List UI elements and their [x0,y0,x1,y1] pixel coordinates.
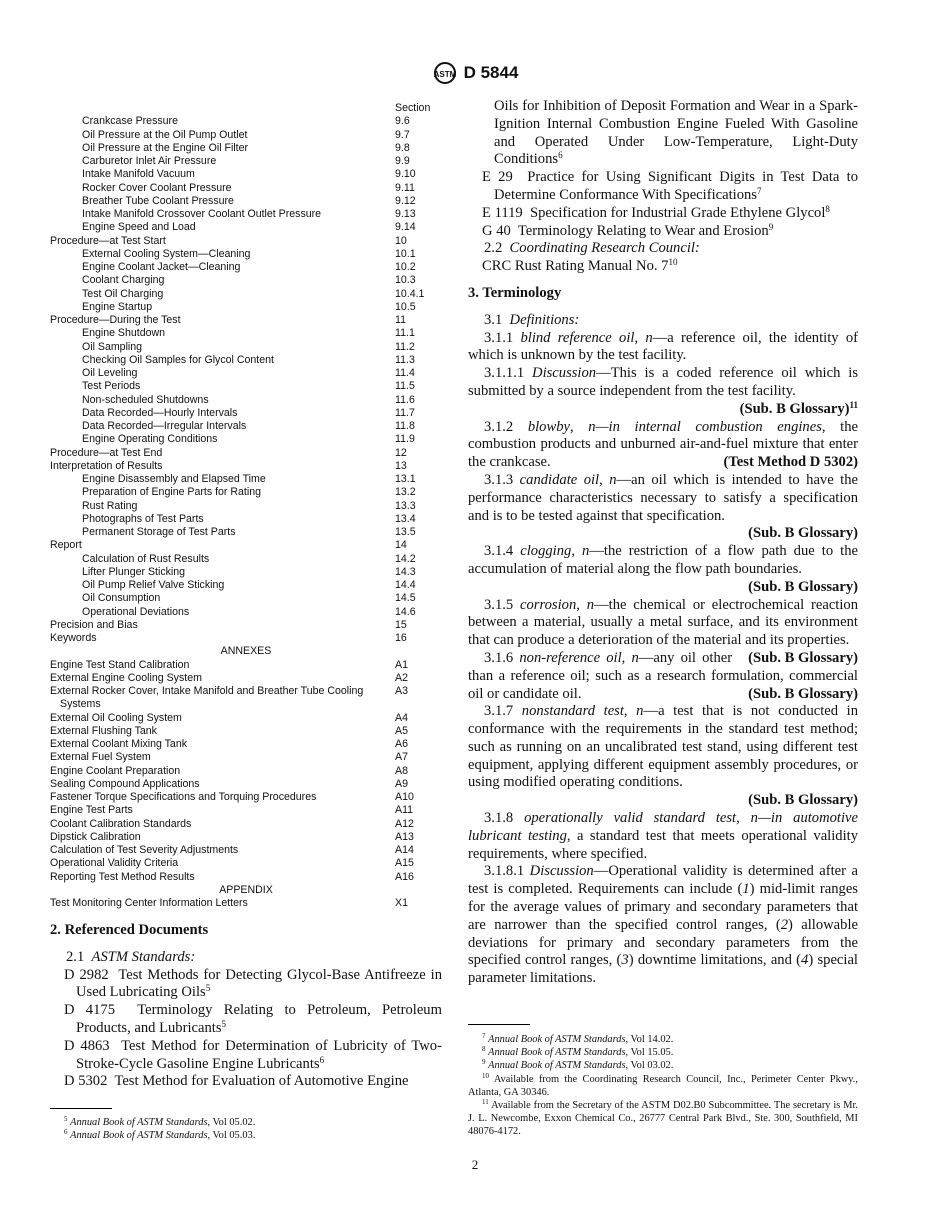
toc-entry [50,566,442,579]
ref-title: Test Method for Evaluation of Automotive Engine [114,1073,409,1090]
toc-entry-title: Rocker Cover Coolant Pressure [82,181,232,194]
ref-footnote-mark: 8 [825,203,830,214]
toc-entry [50,129,442,142]
toc-entry [50,698,442,711]
toc-entry-section: 11.6 [395,393,415,406]
def-non-reference-oil: 3.1.6 non-reference oil, n—any oil other than a reference oil; such as a research formulation, commercial oil or candidate oil. (Sub. B Glossary) [468,649,858,702]
toc-entry-section: 16 [395,632,407,644]
toc-entry-section: X1 [395,897,408,909]
toc-entry [50,500,442,513]
referenced-document [468,223,858,241]
toc-entry-title: Sealing Compound Applications [50,777,200,790]
footnotes-right [468,1033,858,1139]
logo-text: ASTM [433,70,456,79]
ref-d5302-continued: Oils for Inhibition of Deposit Formation and Wear in a Spark-Ignition Internal Combustion Engine Fueled With Gasoline and Operated Under Low-Temperature, Light-Duty Conditions$^6$ [494,98,858,168]
def-nonstandard-test: 3.1.7 nonstandard test, n—a test that is not conducted in conformance with the requirements in the standard test method; such as running on an uncalibrated test stand, using different test equipment, applying different equipment assembly procedures, or using modified operating conditions. [468,703,858,791]
toc-entry-section: 11.3 [395,353,415,366]
document-number: D 5844 [463,63,519,82]
toc-entry-section: A16 [395,870,414,883]
referenced-document [50,967,442,1003]
toc-entry-title: Engine Operating Conditions [82,433,218,446]
toc-entry [50,844,442,857]
toc-entry-title: Engine Speed and Load [82,221,196,234]
source-sub-b-glossary: (Sub. B Glossary)$^{11}$ [739,399,858,417]
toc-entry-section: 13.3 [395,499,416,512]
toc-entry-title: Preparation of Engine Parts for Rating [82,486,262,499]
toc-entry-title: External Rocker Cover, Intake Manifold and Breather Tube Cooling [50,685,364,697]
toc-entry [50,288,442,301]
footnote: $^6$ Annual Book of ASTM Standards, Vol 05.03. [64,1128,256,1142]
toc-entry [50,791,442,804]
ref-code: D 5302 [64,1073,108,1090]
toc-entry-section: 9.11 [395,181,415,194]
toc-entry-title: Engine Shutdown [82,327,166,340]
toc-entry [50,685,442,698]
toc-entry-section: A2 [395,671,408,684]
toc-entry-section: 13.1 [395,473,416,485]
toc-entry-title: Engine Startup [82,300,153,313]
toc-entry [50,327,442,340]
toc-entry-section: 11.7 [395,406,415,419]
toc-entry-section: 14.3 [395,565,416,578]
toc-entry [50,221,442,234]
toc-entry [50,115,442,128]
toc-entry-section: 9.7 [395,128,410,141]
toc-entry-section: A4 [395,711,408,724]
toc-entry [50,380,442,393]
toc-entry-section: A3 [395,685,408,697]
toc-entry [50,778,442,791]
referenced-document [50,1073,442,1091]
toc-entry-title: Systems [60,698,101,711]
toc-entry [50,235,442,248]
toc-entry [50,897,442,910]
ref-code: E 29 [482,169,513,186]
toc-entry-title: Oil Pressure at the Engine Oil Filter [82,141,249,154]
toc-entry [50,407,442,420]
toc-group-heading [50,645,442,658]
toc-entry-title: Engine Test Parts [50,804,133,817]
toc-entry [50,579,442,592]
toc-entry [50,314,442,327]
toc-entry-title: Reporting Test Method Results [50,870,195,883]
toc-entry-title: Operational Deviations [82,605,190,618]
page-number: 2 [471,1157,479,1172]
toc-entry-section: 9.12 [395,194,416,207]
ref-title: Test Methods for Detecting Glycol-Base Antifreeze in Used Lubricating Oils [76,966,442,1001]
footnote: $^7$ Annual Book of ASTM Standards, Vol 14.02. [482,1032,674,1045]
toc-entry [50,433,442,446]
toc-entry-title: Test Oil Charging [82,287,164,300]
toc-entry-title: Coolant Calibration Standards [50,817,192,830]
crc-item: CRC Rust Rating Manual No. $7^{10}$ [482,257,678,275]
right-column [468,98,858,988]
toc-entry [50,274,442,287]
referenced-document [468,169,858,205]
source-candidate-oil: (Sub. B Glossary) [748,525,858,542]
toc-entry-section: 11.1 [395,327,415,340]
toc-entry-section: 9.6 [395,115,410,128]
toc-entry-section: A7 [395,751,408,764]
toc-entry-title: Engine Disassembly and Elapsed Time [82,473,266,485]
footnotes-left [50,1116,442,1142]
toc-entry-section: 9.8 [395,141,410,154]
def-blowby: 3.1.2 blowby, n—in internal combustion engines, the combustion products and unburned air-and-fuel mixture that enter the crankcase. (Test Method D 5302) [468,418,858,471]
toc-entry-section: 10.4.1 [395,287,425,300]
toc-entry-title: Procedure—During the Test [50,314,181,326]
toc-entry [50,367,442,380]
toc-entry-title: Keywords [50,632,97,644]
section-2-heading: 2. Referenced Documents [50,922,209,938]
source-nonstandard-test: (Sub. B Glossary) [748,792,858,809]
toc-entry-section: 11.8 [395,420,415,432]
toc-entry-section: 11.9 [395,433,415,446]
footnote: $^8$ Annual Book of ASTM Standards, Vol 15.05. [482,1045,674,1059]
toc-entry [50,857,442,870]
toc-entry [50,539,442,552]
toc-entry-section: A12 [395,817,414,830]
toc-entry-section: 11 [395,314,406,326]
toc-entry-section: A9 [395,777,408,790]
toc-section-header [50,102,442,115]
toc-entry-title: Precision and Bias [50,618,138,631]
source-clogging: (Sub. B Glossary) [748,578,858,595]
footnote: $^5$ Annual Book of ASTM Standards, Vol 05.02. [64,1115,256,1128]
toc-entry [50,725,442,738]
referenced-document [50,1002,442,1038]
toc-entry-title: Oil Sampling [82,340,143,353]
page-header [0,62,950,84]
toc-entry-section: 10.5 [395,300,416,313]
toc-entry-section: 10 [395,234,407,247]
ref-title: Terminology Relating to Wear and Erosion [517,222,769,239]
toc-entry [50,447,442,460]
toc-entry [50,751,442,764]
ref-title: Test Method for Determination of Lubricity of Two-Stroke-Cycle Gasoline Engine Lubricants [76,1037,442,1072]
toc-entry [50,460,442,473]
toc-entry-title: Report [50,539,82,552]
toc-entry [50,659,442,672]
toc-entry [50,341,442,354]
toc-entry-title: Photographs of Test Parts [82,512,204,525]
ref-title: Terminology Relating to Petroleum, Petroleum Products, and Lubricants [76,1002,442,1036]
ref-code: D 4863 [64,1037,110,1054]
toc-entry-title: Rust Rating [82,499,138,512]
toc-entry [50,195,442,208]
toc-entry-section: 13.5 [395,526,416,538]
toc-entry [50,606,442,619]
section-3-heading: 3. Terminology [468,284,562,301]
toc-entry-section: A8 [395,764,408,777]
toc-entry [50,142,442,155]
toc-entry [50,804,442,817]
toc-entry-section: 13 [395,459,407,472]
ref-code: G 40 [482,222,511,239]
toc-entry-section: 13.4 [395,512,416,525]
toc-entry-title: Oil Leveling [82,367,138,379]
toc-entry-section: 9.14 [395,221,416,234]
toc-entry-section: 14.5 [395,592,416,605]
def-operationally-valid-standard-test: 3.1.8 operationally valid standard test, n—in automotive lubricant testing, a standard test that meets operational validity requirements, where specified. [468,810,858,862]
toc-entry-title: Interpretation of Results [50,459,163,472]
def-clogging: 3.1.4 clogging, n—the restriction of a flow path due to the accumulation of material along the flow path boundaries. [468,543,859,577]
toc-entry [50,486,442,499]
def-corrosion: 3.1.5 corrosion, n—the chemical or electrochemical reaction between a material, usually a metal surface, and its environment that can produce a deterioration of the material and its properties. (Sub. B Glossary) [468,596,859,666]
toc-entry-section: 10.3 [395,274,416,287]
toc-entry-section: 15 [395,618,407,631]
toc-entry-title: Calculation of Rust Results [82,552,210,565]
toc-entry-title: External Engine Cooling System [50,671,202,684]
def-candidate-oil: 3.1.3 candidate oil, n—an oil which is intended to have the performance characteristics necessary to satisfy a specification and is to be tested against that specification. [468,471,858,524]
toc-entry-section: 14 [395,539,407,552]
def-blind-reference-oil-discussion: 3.1.1.1 Discussion—This is a coded reference oil which is submitted by a source independent from the test facility. [468,365,858,399]
toc-entry [50,818,442,831]
toc-entry [50,831,442,844]
toc-entry-title: Engine Test Stand Calibration [50,658,190,671]
footnote-11: $^{11}$ Available from the Secretary of the ASTM D02.B0 Subcommittee. The secretary is Mr. J. L. Newcombe, Exxon Chemical Co., 26777 Central Park Blvd., Ste. 300, Southfield, MI 48076-4172. [468,1098,858,1138]
toc-entry [50,765,442,778]
toc-entry-section: A11 [395,804,414,817]
toc-entry-title: Engine Coolant Preparation [50,764,181,777]
toc-entry-section: A5 [395,724,408,737]
ref-footnote-mark: 7 [756,185,762,196]
toc-entry-title: Permanent Storage of Test Parts [82,526,236,538]
toc-entry-title: External Fuel System [50,751,151,764]
toc-entry-title: Coolant Charging [82,274,165,287]
toc-entry-title: Carburetor Inlet Air Pressure [82,155,217,167]
toc-entry-title: Test Periods [82,380,141,393]
toc-entry-section: 11.2 [395,340,415,353]
toc-entry-title: Dipstick Calibration [50,830,141,843]
toc-entry-title: Operational Validity Criteria [50,857,179,870]
toc-entry [50,420,442,433]
astm-standards-label: 2.1 ASTM Standards: [66,948,196,965]
def-blind-reference-oil: 3.1.1 blind reference oil, n—a reference oil, the identity of which is unknown by the test facility. [468,329,858,364]
toc-entry [50,394,442,407]
toc-entry-section: A15 [395,857,414,870]
toc-entry [50,208,442,221]
toc-group-heading [50,884,442,897]
ref-code: D 2982 [64,966,109,983]
toc-entry-title: Procedure—at Test Start [50,234,166,247]
toc-entry [50,354,442,367]
toc-entry-title: ANNEXES [220,645,272,658]
def-operational-validity-discussion: 3.1.8.1 Discussion—Operational validity is determined after a test is completed. Requirements can include (1) mid-limit ranges for the average values of primary and secondary parameters that are narrower than the specified control ranges, (2) allowable deviations for primary and secondary parameters from the specified control ranges, (3) downtime limitations, and (4) special parameter limitations. [468,863,858,987]
footnote-rule-left [50,1108,112,1109]
toc-entry [50,168,442,181]
toc-entry [50,619,442,632]
toc-entry-title: Checking Oil Samples for Glycol Content [82,353,274,366]
toc-entry-section: 14.6 [395,605,416,618]
toc-entry-section: 9.10 [395,168,416,181]
toc-entry [50,248,442,261]
footnote: $^9$ Annual Book of ASTM Standards, Vol 03.02. [482,1058,674,1072]
referenced-document [50,1038,442,1074]
toc-entry-title: Intake Manifold Vacuum [82,168,195,181]
toc-entry-title: Procedure—at Test End [50,446,163,459]
toc-entry-section: A13 [395,830,414,843]
referenced-documents-left [50,922,442,1091]
ref-footnote-mark: 5 [205,983,211,994]
toc-entry-title: Fastener Torque Specifications and Torquing Procedures [50,791,317,803]
toc-entry-section: 10.2 [395,261,416,273]
toc-entry [50,261,442,274]
ref-title: Practice for Using Significant Digits in Test Data to Determine Conformance With Specifications [494,169,858,203]
toc-entry [50,592,442,605]
toc-entry-title: Non-scheduled Shutdowns [82,393,209,406]
ref-footnote-mark: 9 [768,221,774,232]
astm-logo-icon [432,62,458,84]
toc-entry [50,473,442,486]
ref-code: D 4175 [64,1002,115,1019]
toc-entry [50,301,442,314]
toc-entry-section: 10.1 [395,247,416,260]
toc-entry-title: External Cooling System—Cleaning [82,247,251,260]
toc-entry-title: Oil Pump Relief Valve Sticking [82,579,225,591]
toc-entry-section: 11.4 [395,367,415,379]
toc-entry-title: Data Recorded—Hourly Intervals [82,406,238,419]
toc-entry [50,712,442,725]
toc-entry-section: 11.5 [395,380,415,393]
ref-code: E 1119 [482,204,523,221]
toc-entry-title: External Oil Cooling System [50,711,182,724]
toc-entry [50,672,442,685]
toc-entry-section: A14 [395,844,414,856]
toc-entry-section: A1 [395,658,408,671]
toc-entry-title: Intake Manifold Crossover Coolant Outlet Pressure [82,208,322,220]
toc-entry-title: Engine Coolant Jacket—Cleaning [82,261,241,273]
toc-entry [50,182,442,195]
definitions-label: 3.1 Definitions: [484,311,580,328]
toc-entry-title: Test Monitoring Center Information Letters [50,897,248,909]
toc-entry-title: Oil Pressure at the Oil Pump Outlet [82,128,248,141]
ref-title: Specification for Industrial Grade Ethylene Glycol [529,204,826,221]
toc-entry-section: 12 [395,446,407,459]
table-of-contents [50,102,442,910]
toc-entry [50,632,442,645]
toc-entry-title: External Flushing Tank [50,724,157,737]
footnote-rule-right [468,1024,530,1025]
toc-entry-section: 14.2 [395,552,416,565]
toc-entry [50,871,442,884]
toc-entry-section: 14.4 [395,579,416,591]
crc-label: 2.2 Coordinating Research Council: [484,240,700,257]
footnote-10: $^{10}$ Available from the Coordinating Research Council, Inc., Perimeter Center Pkwy., Atlanta, GA 30346. [468,1071,859,1098]
toc-entry-section: 13.2 [395,486,416,499]
toc-entry-title: Breather Tube Coolant Pressure [82,194,234,207]
toc-entry [50,738,442,751]
ref-footnote-mark: 6 [319,1054,325,1065]
ref-footnote-mark: 5 [221,1018,227,1029]
toc-entry [50,553,442,566]
toc-entry-title: External Coolant Mixing Tank [50,738,188,750]
toc-entry-title: Crankcase Pressure [82,115,178,128]
toc-entry [50,513,442,526]
toc-entry [50,155,442,168]
referenced-document [468,205,858,223]
toc-entry-section: A6 [395,738,408,750]
toc-entry-section: A10 [395,791,414,803]
toc-entry-title: Calculation of Test Severity Adjustments [50,844,239,856]
toc-entry-title: Oil Consumption [82,592,161,605]
toc-section-label: Section [395,102,431,114]
toc-entry-title: Data Recorded—Irregular Intervals [82,420,247,432]
toc-entry [50,526,442,539]
toc-entry-section: 9.9 [395,155,410,167]
toc-entry-title: Lifter Plunger Sticking [82,565,186,578]
toc-entry-section: 9.13 [395,208,416,220]
toc-entry-title: APPENDIX [219,883,273,896]
